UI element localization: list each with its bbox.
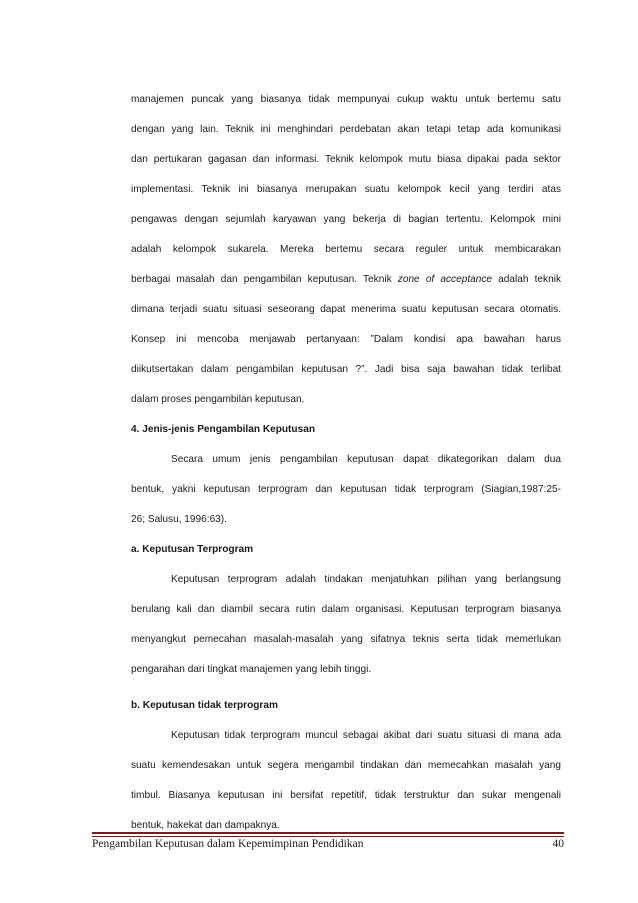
- text-line: Keputusan terprogram adalah tindakan menjatuhkan pilihan yang berlangsung: [171, 574, 561, 585]
- text-line: bentuk, yakni keputusan terprogram dan keputusan tidak terprogram (Siagian,1987:25-: [131, 484, 561, 495]
- text-run: berbagai masalah dan pengambilan keputusan. Teknik: [131, 274, 398, 285]
- section-heading: 4. Jenis-jenis Pengambilan Keputusan: [131, 424, 315, 435]
- text-line: berulang kali dan diambil secara rutin dalam organisasi. Keputusan terprogram biasanya: [131, 604, 561, 615]
- page-number: 40: [552, 838, 564, 850]
- text-line: implementasi. Teknik ini biasanya merupakan suatu kelompok kecil yang terdiri atas: [131, 184, 561, 195]
- text-line: adalah kelompok sukarela. Mereka bertemu secara reguler untuk membicarakan: [131, 244, 561, 255]
- text-line: timbul. Biasanya keputusan ini bersifat repetitif, tidak terstruktur dan sukar mengenali: [131, 790, 561, 801]
- subsection-heading: b. Keputusan tidak terprogram: [131, 700, 278, 711]
- text-line: suatu kemendesakan untuk segera mengambil tindakan dan memecahkan masalah yang: [131, 760, 561, 771]
- text-line: diikutsertakan dalam pengambilan keputusan ?”. Jadi bisa saja bawahan tidak terlibat: [131, 364, 561, 375]
- text-line: 26; Salusu, 1996:63).: [131, 514, 227, 525]
- text-line: Secara umum jenis pengambilan keputusan dapat dikategorikan dalam dua: [171, 454, 561, 465]
- text-line: Keputusan tidak terprogram muncul sebagai akibat dari suatu situasi di mana ada: [171, 730, 561, 741]
- subsection-heading: a. Keputusan Terprogram: [131, 544, 254, 555]
- text-run: adalah teknik: [492, 274, 561, 285]
- text-line: dengan yang lain. Teknik ini menghindari perdebatan akan tetapi tetap ada komunikasi: [131, 124, 561, 135]
- italic-term: zone of acceptance: [397, 274, 493, 285]
- text-line: pengawas dengan sejumlah karyawan yang bekerja di bagian tertentu. Kelompok mini: [131, 214, 561, 225]
- text-line: menyangkut pemecahan masalah-masalah yang sifatnya teknis serta tidak memerlukan: [131, 634, 561, 645]
- text-line: pengarahan dari tingkat manajemen yang lebih tinggi.: [131, 664, 372, 675]
- text-line: dan pertukaran gagasan dan informasi. Teknik kelompok mutu biasa dipakai pada sektor: [131, 154, 561, 165]
- text-line-with-italic: [131, 273, 561, 287]
- text-line: bentuk, hakekat dan dampaknya.: [131, 820, 280, 831]
- text-line: Konsep ini mencoba menjawab pertanyaan: ”Dalam kondisi apa bawahan harus: [131, 334, 561, 345]
- footer-divider: [92, 832, 564, 834]
- text-line: dalam proses pengambilan keputusan.: [131, 394, 305, 405]
- text-line: dimana terjadi suatu situasi seseorang dapat menerima suatu keputusan secara otomatis.: [131, 304, 561, 315]
- page-body: [131, 93, 561, 833]
- text-line: manajemen puncak yang biasanya tidak mempunyai cukup waktu untuk bertemu satu: [131, 94, 561, 105]
- footer-title: Pengambilan Keputusan dalam Kepemimpinan Pendidikan: [92, 838, 364, 850]
- footer-divider-thin: [92, 836, 564, 837]
